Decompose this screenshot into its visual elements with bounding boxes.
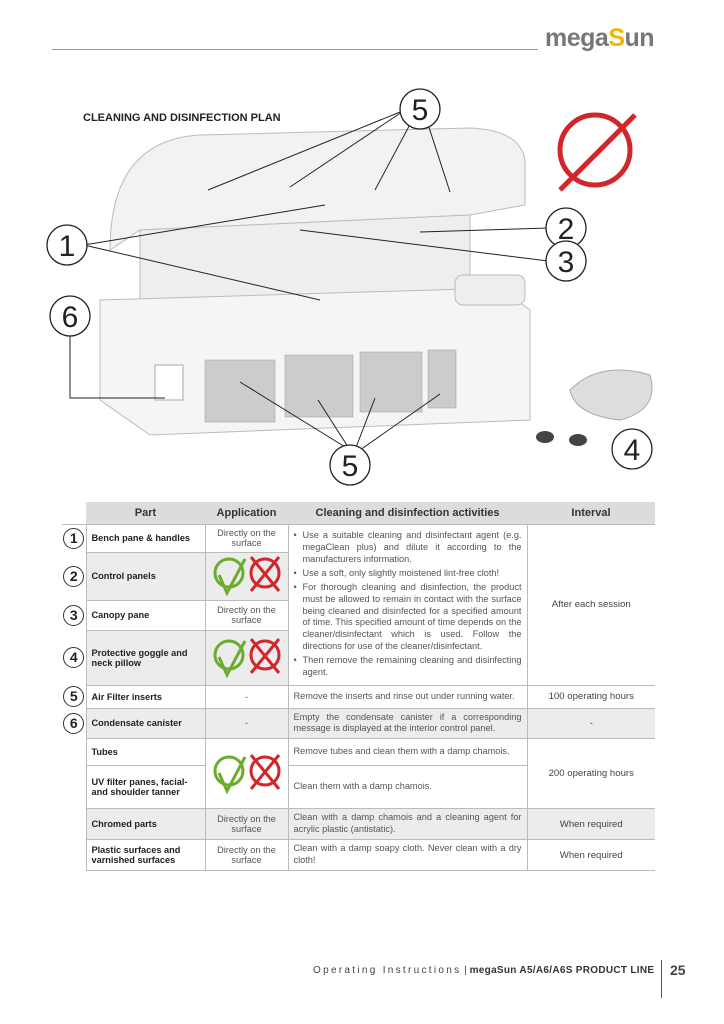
callout-2: 2 (557, 213, 575, 246)
page-title: CLEANING AND DISINFECTION PLAN (83, 112, 281, 124)
col-application: Application (205, 502, 288, 524)
group1-activities: • Use a suitable cleaning and disinfectant agent (e.g. megaClean plus) and dilute it according to the manufacturers information. • Use a soft, only slightly moistened lint-free cloth! • For thorough cleaning and disinfection, the product must be allowed to remain in contact with the surface being cleaned and disinfected for a specified amount of time. This specified amount of time depends on the cleaner/disinfectant which is used. Follow the directions for use of the cleaner/disinfectant. • Then remove the remaining cleaning and disinfecting agent. (288, 524, 527, 685)
table-row: UV filter panes, facial- and shoulder tanner Clean them with a damp chamois. (62, 766, 655, 809)
spray-ok-cloth-not-ok-icon (207, 751, 287, 795)
page-number: 25 (670, 962, 686, 978)
table-row: 5 Air Filter inserts - Remove the inserts and rinse out under running water. 100 operating hours (62, 685, 655, 708)
cleaning-plan-table (62, 502, 655, 871)
spray-ok-cloth-not-ok-icon (207, 553, 287, 597)
callout-3: 3 (557, 246, 575, 279)
callout-1: 1 (58, 230, 76, 263)
table-row: 2 Control panels (62, 552, 655, 600)
megasun-logo: megaSun (545, 24, 655, 52)
header-rule (52, 49, 538, 50)
footer-divider (661, 960, 662, 998)
table-row: 3 Canopy pane Directly on the surface (62, 600, 655, 630)
callout-4: 4 (623, 434, 641, 467)
table-row: 4 Protective goggle and neck pillow (62, 630, 655, 685)
callout-6: 6 (61, 301, 79, 334)
table-row: Plastic surfaces and varnished surfaces Directly on the surface Clean with a damp soapy cloth. Never clean with a dry cloth! When required (62, 840, 655, 871)
table-row: 6 Condensate canister - Empty the condensate canister if a corresponding message is displayed at the interior control panel. - (62, 708, 655, 739)
col-interval: Interval (527, 502, 655, 524)
callout-5-bottom: 5 (341, 450, 359, 483)
table-row: Chromed parts Directly on the surface Clean with a damp chamois and a cleaning agent for acrylic plastic (antistatic). When required (62, 809, 655, 840)
table-row: 1 Bench pane & handles Directly on the surface • Use a suitable cleaning and disinfectant agent (e.g. megaClean plus) and dilute it according to the manufacturers information. • Use a soft, only slightly moistened lint-free cloth! • For thorough cleaning and disinfection, the product must be allowed to remain in contact with the surface being cleaned and disinfected for a specified amount of time. This specified amount of time depends on the cleaner/disinfectant which is used. Follow the directions for use of the cleaner/disinfectant. • Then remove the remaining cleaning and disinfecting agent. After each session (62, 524, 655, 552)
col-part: Part (86, 502, 205, 524)
row-number: 1 (63, 528, 84, 549)
col-activities: Cleaning and disinfection activities (288, 502, 527, 524)
callout-5-top: 5 (411, 94, 429, 127)
spray-ok-cloth-not-ok-icon (207, 635, 287, 679)
sunbed-illustration (0, 80, 724, 490)
footer: Operating Instructions | megaSun A5/A6/A6S PRODUCT LINE (313, 965, 655, 976)
table-row: Tubes Remove tubes and clean them with a damp chamois. 200 operating hours (62, 739, 655, 766)
table-header (62, 502, 655, 524)
no-hands-icon (560, 115, 635, 190)
